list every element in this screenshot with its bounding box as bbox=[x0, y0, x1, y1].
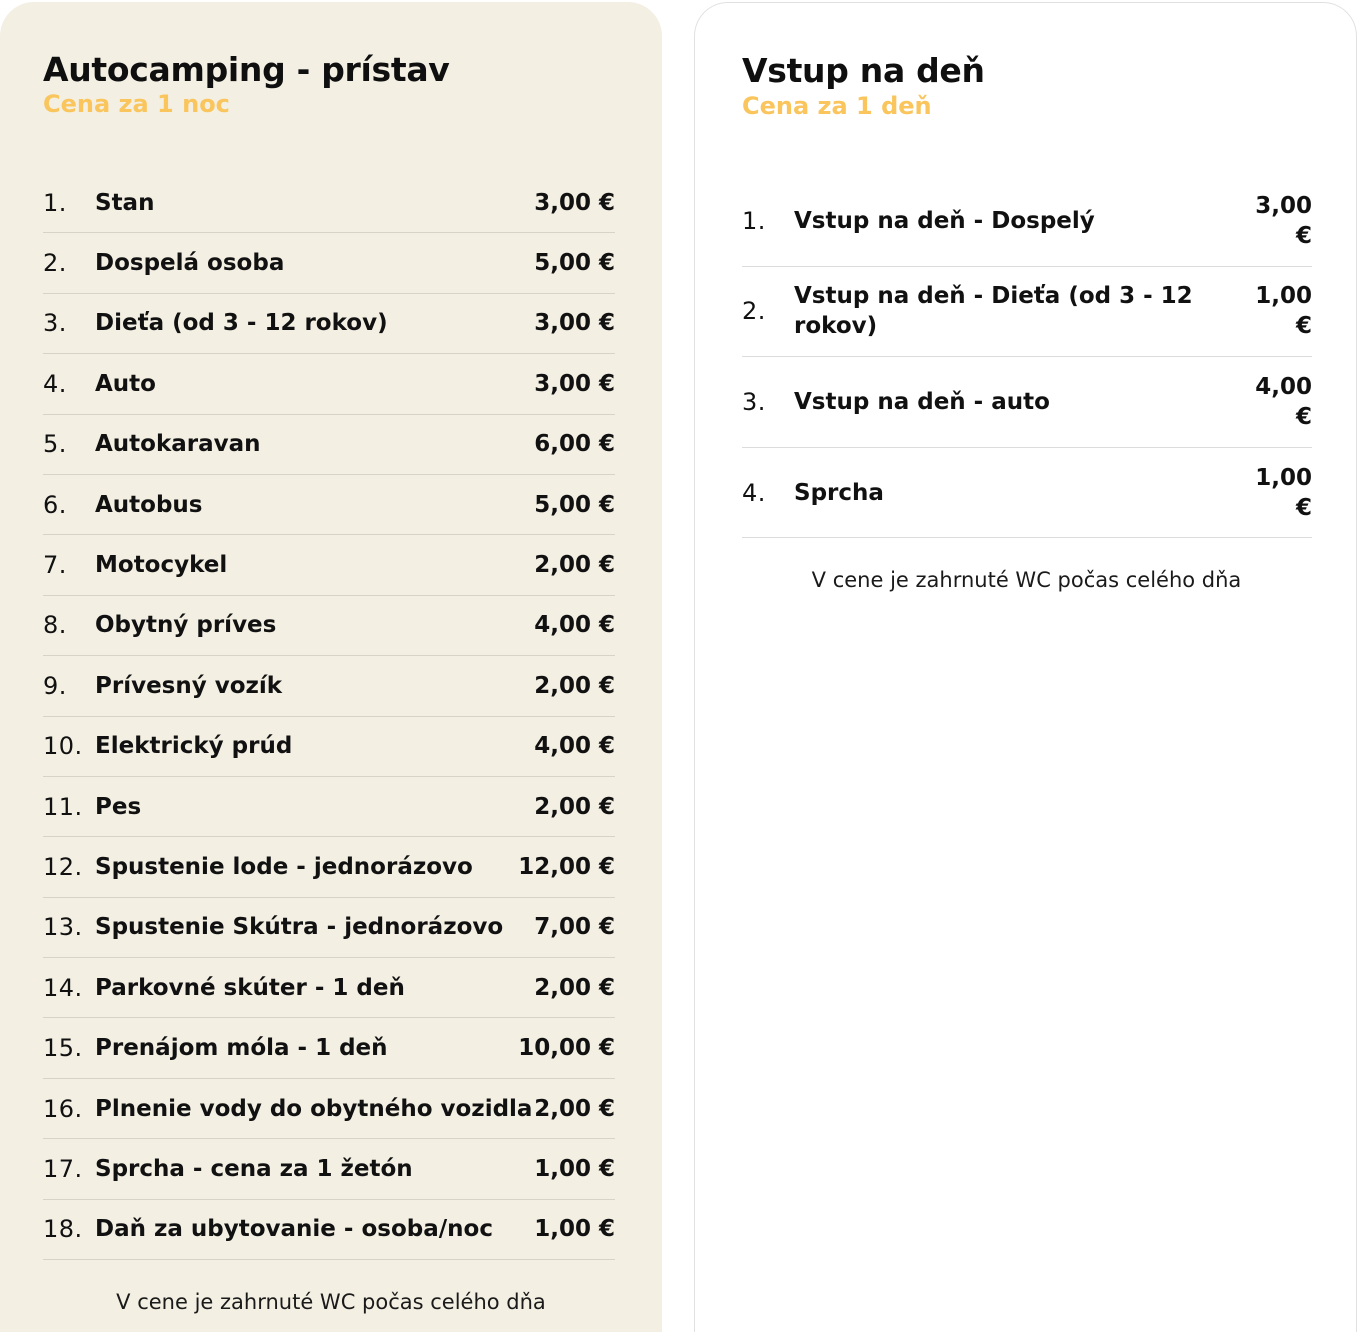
item-number: 7. bbox=[43, 551, 67, 580]
price-row bbox=[742, 448, 1312, 539]
item-number: 4. bbox=[742, 478, 766, 507]
item-name: Spustenie lode - jednorázovo bbox=[95, 853, 473, 880]
item-name: Plnenie vody do obytného vozidla bbox=[95, 1095, 533, 1122]
item-price: 2,00 € bbox=[534, 793, 615, 820]
item-number: 2. bbox=[742, 297, 766, 326]
item-price: 7,00 € bbox=[534, 914, 615, 941]
price-row bbox=[43, 475, 615, 535]
card-title: Autocamping - prístav bbox=[43, 50, 450, 89]
price-row bbox=[742, 267, 1312, 358]
item-name: Vstup na deň - Dieťa (od 3 - 12 rokov) bbox=[794, 283, 1193, 340]
price-row bbox=[742, 176, 1312, 267]
item-name: Vstup na deň - auto bbox=[794, 388, 1050, 415]
price-row bbox=[43, 958, 615, 1018]
price-row bbox=[43, 415, 615, 475]
price-row bbox=[43, 656, 615, 716]
item-price: 3,00 € bbox=[534, 370, 615, 397]
item-price: 1,00 € bbox=[1255, 283, 1312, 340]
price-row bbox=[43, 777, 615, 837]
item-name: Daň za ubytovanie - osoba/noc bbox=[95, 1216, 493, 1243]
item-price: 6,00 € bbox=[534, 431, 615, 458]
item-number: 3. bbox=[43, 309, 67, 338]
price-row bbox=[43, 717, 615, 777]
price-row bbox=[43, 1200, 615, 1260]
item-name: Spustenie Skútra - jednorázovo bbox=[95, 914, 504, 941]
item-name: Prenájom móla - 1 deň bbox=[95, 1035, 388, 1062]
item-price: 2,00 € bbox=[534, 672, 615, 699]
item-price: 1,00 € bbox=[1255, 464, 1312, 521]
item-name: Parkovné skúter - 1 deň bbox=[95, 974, 405, 1001]
item-name: Autobus bbox=[95, 491, 203, 518]
price-row bbox=[43, 535, 615, 595]
item-name: Autokaravan bbox=[95, 431, 261, 458]
item-name: Prívesný vozík bbox=[95, 672, 283, 699]
price-row bbox=[43, 354, 615, 414]
card-note: V cene je zahrnuté WC počas celého dňa bbox=[116, 1290, 546, 1314]
item-number: 1. bbox=[742, 206, 766, 235]
item-number: 3. bbox=[742, 387, 766, 416]
price-row bbox=[742, 357, 1312, 448]
item-number: 16. bbox=[43, 1094, 83, 1123]
item-number: 14. bbox=[43, 973, 83, 1002]
item-number: 18. bbox=[43, 1215, 83, 1244]
item-name: Elektrický prúd bbox=[95, 733, 293, 760]
item-number: 11. bbox=[43, 792, 83, 821]
item-price: 2,00 € bbox=[534, 1095, 615, 1122]
item-number: 15. bbox=[43, 1034, 83, 1063]
card-subtitle: Cena za 1 deň bbox=[742, 92, 932, 120]
item-number: 1. bbox=[43, 188, 67, 217]
item-number: 17. bbox=[43, 1154, 83, 1183]
card-title: Vstup na deň bbox=[742, 51, 985, 90]
item-name: Dieťa (od 3 - 12 rokov) bbox=[95, 310, 388, 337]
item-name: Dospelá osoba bbox=[95, 250, 285, 277]
item-name: Motocykel bbox=[95, 552, 228, 579]
camping-price-card bbox=[0, 2, 662, 1332]
item-price: 1,00 € bbox=[534, 1155, 615, 1182]
item-price: 3,00 € bbox=[534, 189, 615, 216]
price-row bbox=[43, 294, 615, 354]
item-number: 10. bbox=[43, 732, 83, 761]
item-price: 3,00 € bbox=[534, 310, 615, 337]
item-price: 2,00 € bbox=[534, 974, 615, 1001]
item-number: 6. bbox=[43, 490, 67, 519]
price-row bbox=[43, 898, 615, 958]
item-name: Obytný príves bbox=[95, 612, 277, 639]
item-number: 9. bbox=[43, 671, 67, 700]
item-number: 13. bbox=[43, 913, 83, 942]
price-row bbox=[43, 837, 615, 897]
item-price: 4,00 € bbox=[1255, 373, 1312, 430]
item-name: Vstup na deň - Dospelý bbox=[794, 207, 1095, 234]
card-subtitle: Cena za 1 noc bbox=[43, 90, 230, 118]
item-number: 5. bbox=[43, 430, 67, 459]
item-price: 1,00 € bbox=[534, 1216, 615, 1243]
item-number: 8. bbox=[43, 611, 67, 640]
price-list bbox=[43, 173, 615, 1260]
item-name: Sprcha - cena za 1 žetón bbox=[95, 1155, 413, 1182]
price-row bbox=[43, 1139, 615, 1199]
item-number: 12. bbox=[43, 852, 83, 881]
item-number: 4. bbox=[43, 369, 67, 398]
item-price: 10,00 € bbox=[518, 1035, 615, 1062]
price-row bbox=[43, 173, 615, 233]
price-row bbox=[43, 1018, 615, 1078]
item-number: 2. bbox=[43, 249, 67, 278]
item-price: 5,00 € bbox=[534, 491, 615, 518]
card-note: V cene je zahrnuté WC počas celého dňa bbox=[811, 568, 1242, 592]
item-price: 12,00 € bbox=[518, 853, 615, 880]
item-price: 3,00 € bbox=[1255, 192, 1312, 249]
item-name: Pes bbox=[95, 793, 142, 820]
day-entry-price-card bbox=[694, 2, 1357, 1332]
price-list bbox=[742, 176, 1312, 538]
item-name: Stan bbox=[95, 189, 155, 216]
item-name: Auto bbox=[95, 370, 156, 397]
item-price: 5,00 € bbox=[534, 250, 615, 277]
item-price: 2,00 € bbox=[534, 552, 615, 579]
item-price: 4,00 € bbox=[534, 612, 615, 639]
price-row bbox=[43, 233, 615, 293]
price-row bbox=[43, 1079, 615, 1139]
price-row bbox=[43, 596, 615, 656]
item-name: Sprcha bbox=[794, 479, 884, 506]
item-price: 4,00 € bbox=[534, 733, 615, 760]
